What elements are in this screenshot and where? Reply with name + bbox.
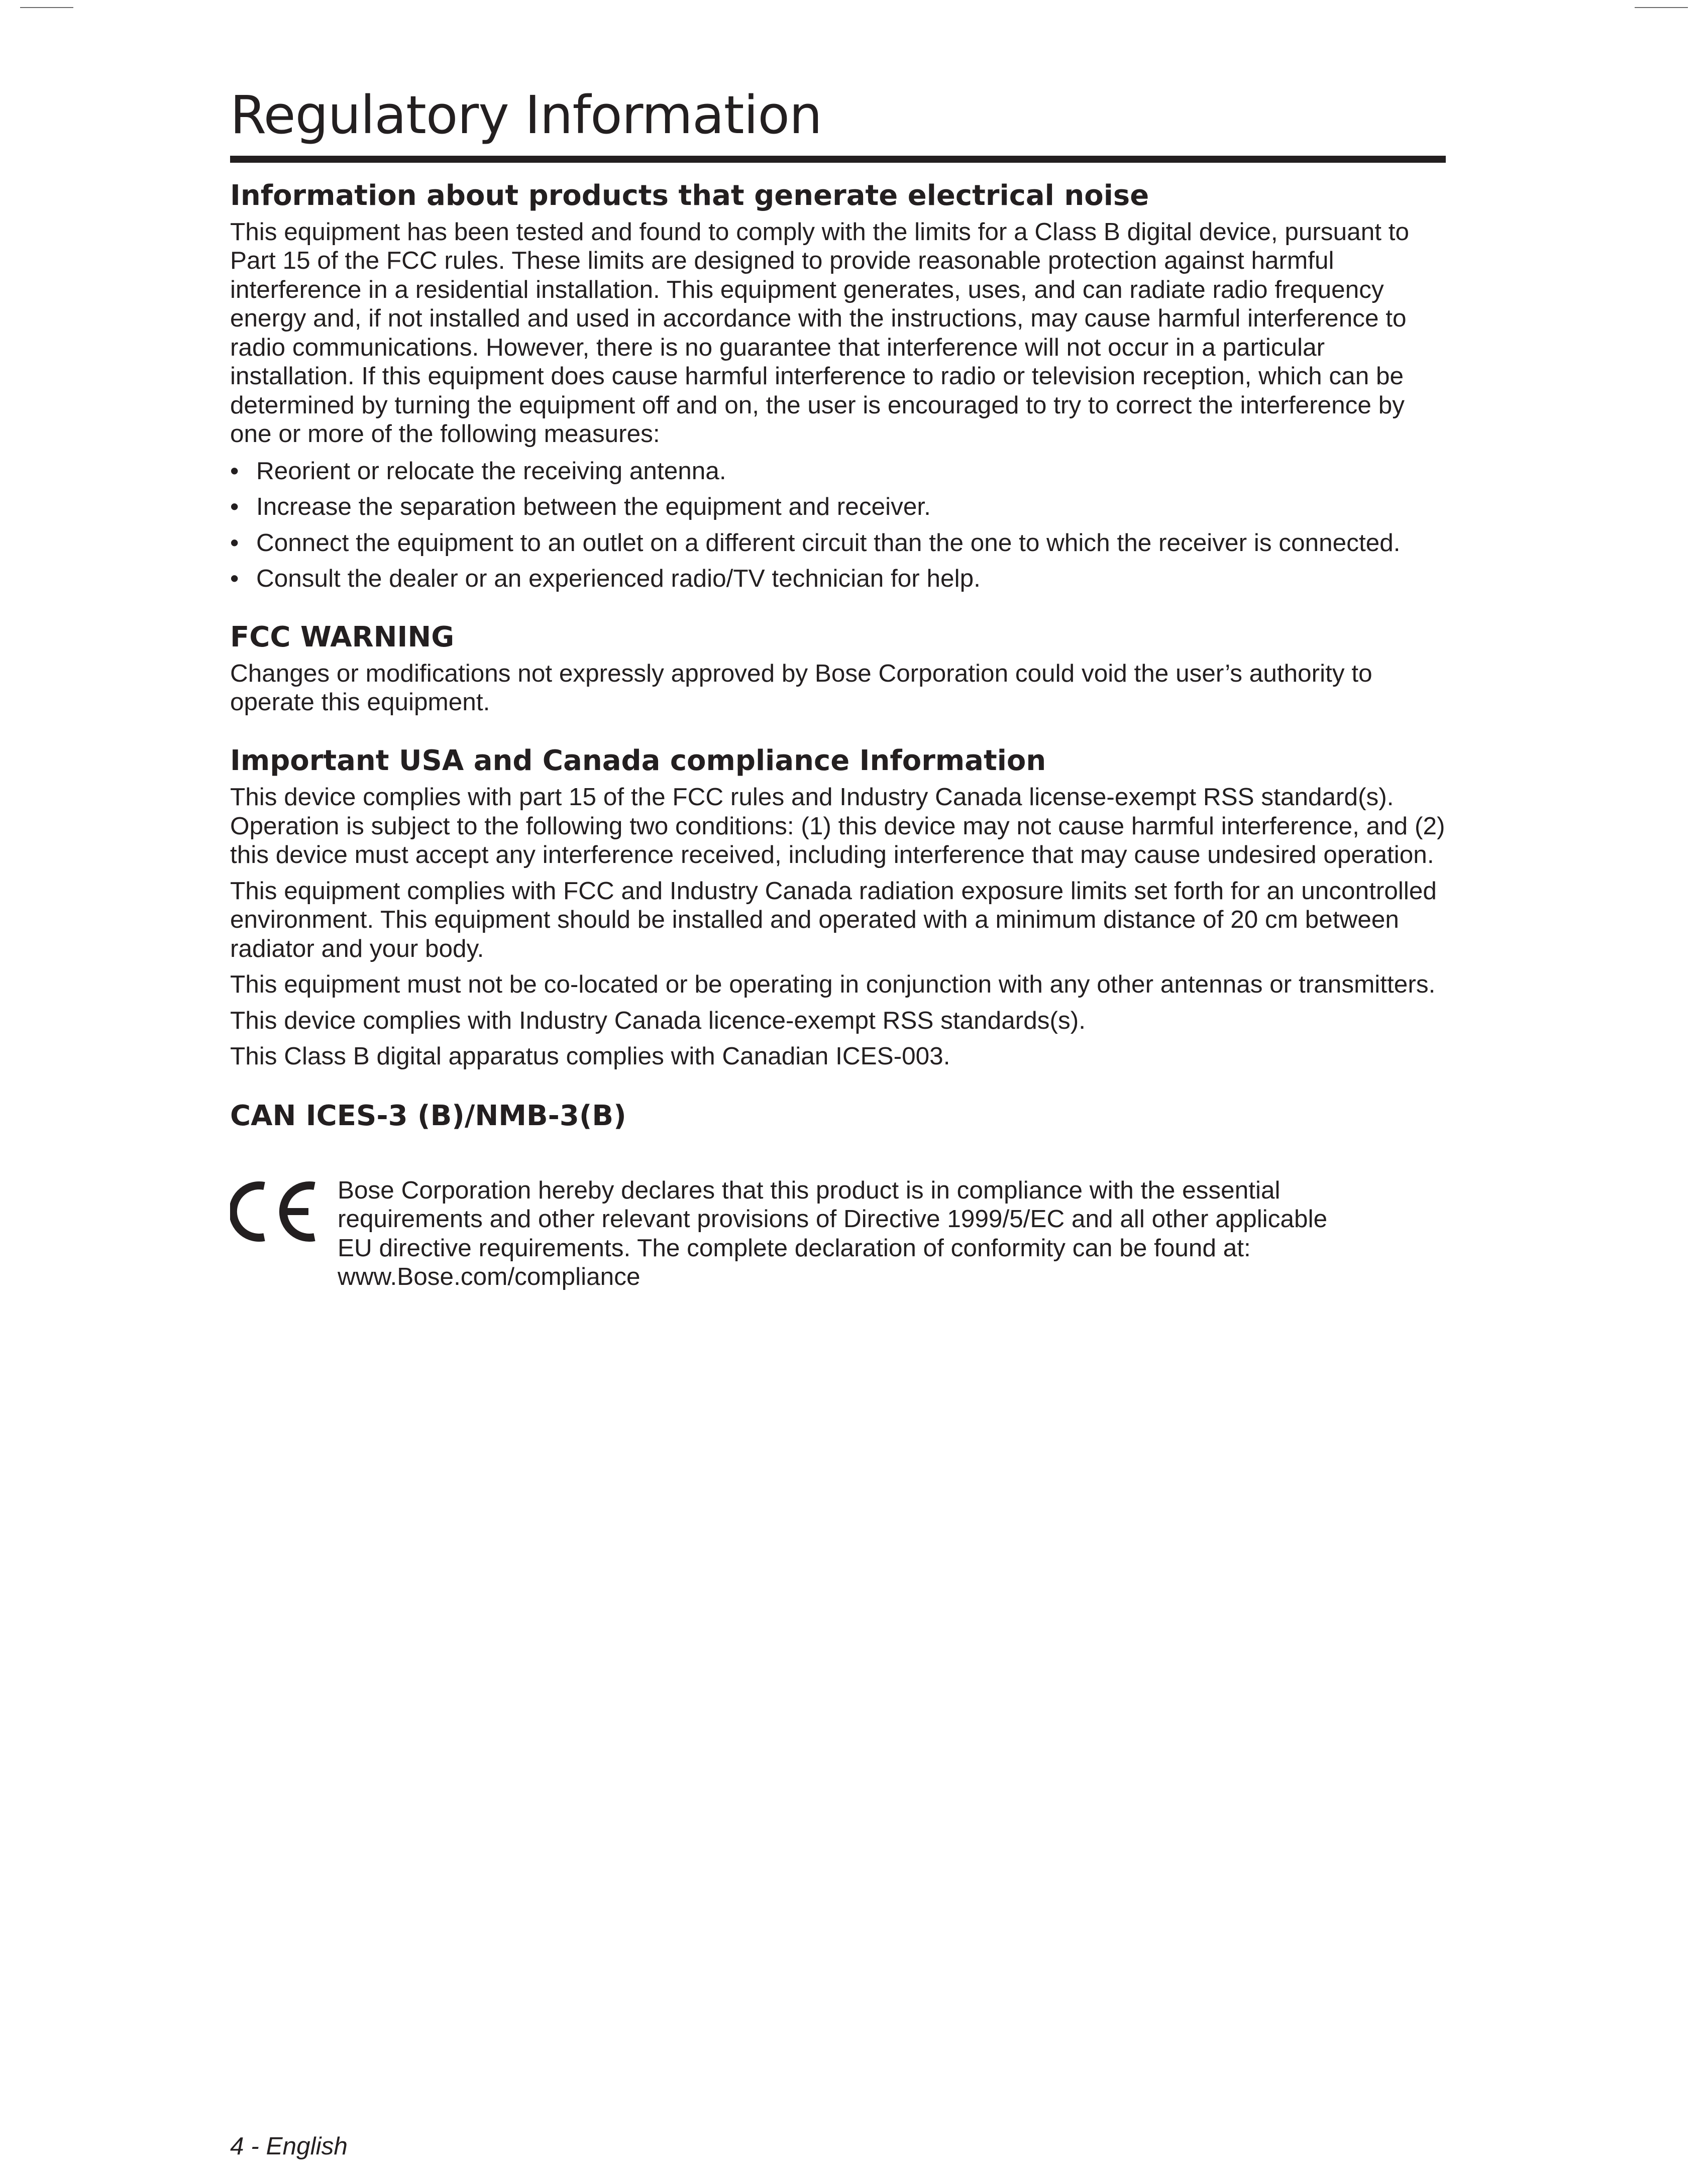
page-title: Regulatory Information: [230, 84, 822, 146]
page-footer: 4 - English: [230, 2132, 348, 2160]
compliance-paragraph: This device complies with part 15 of the FCC rules and Industry Canada license-exempt RSS standard(s). Operation is subject to the following two conditions: (1) this device may not cause harmful interference, and (2) this device must accept any interference received, including interference that may cause undesired operation.: [230, 783, 1445, 869]
compliance-paragraph: This equipment must not be co-located or be operating in conjunction with any other antennas or transmitters.: [230, 970, 1436, 999]
compliance-paragraph: This Class B digital apparatus complies with Canadian ICES-003.: [230, 1042, 950, 1070]
crop-mark-right: [1635, 7, 1688, 8]
compliance-heading: Important USA and Canada compliance Information: [230, 744, 1046, 777]
ce-declaration: [230, 1176, 1446, 1291]
compliance-paragraph: This equipment complies with FCC and Industry Canada radiation exposure limits set forth for an uncontrolled environment. This equipment should be installed and operated with a minimum distance of 20 cm between radiator and your body.: [230, 877, 1437, 962]
noise-section: [230, 179, 1446, 593]
ce-mark-icon: [230, 1179, 338, 1247]
compliance-section: [230, 744, 1446, 1071]
list-item: • Increase the separation between the equipment and receiver.: [230, 492, 1446, 521]
compliance-url: www.Bose.com/compliance: [338, 1263, 640, 1291]
noise-paragraph: This equipment has been tested and found to comply with the limits for a Class B digital device, pursuant to Part 15 of the FCC rules. These limits are designed to provide reasonable protection against harmful interference in a residential installation. This equipment generates, uses, and can radiate radio frequency energy and, if not installed and used in accordance with the instructions, may cause harmful interference to radio communications. However, there is no guarantee that interference will not occur in a particular installation. If this equipment does cause harmful interference to radio or television reception, which can be determined by turning the equipment off and on, the user is encouraged to try to correct the interference by one or more of the following measures:: [230, 217, 1410, 448]
measures-list: [230, 457, 1446, 593]
ce-declaration-text: [338, 1176, 1446, 1291]
ce-line: EU directive requirements. The complete declaration of conformity can be found at:: [338, 1234, 1251, 1262]
fcc-warning-heading: FCC WARNING: [230, 620, 455, 653]
ce-line: requirements and other relevant provisions of Directive 1999/5/EC and all other applicable: [338, 1205, 1328, 1233]
fcc-warning-section: [230, 620, 1446, 717]
list-item: • Connect the equipment to an outlet on a different circuit than the one to which the receiver is connected.: [230, 528, 1446, 558]
page-content: [230, 85, 1446, 1291]
list-item: • Reorient or relocate the receiving antenna.: [230, 457, 1446, 486]
list-item: • Consult the dealer or an experienced radio/TV technician for help.: [230, 564, 1446, 593]
noise-heading: Information about products that generate electrical noise: [230, 179, 1149, 212]
ce-line: Bose Corporation hereby declares that this product is in compliance with the essential: [338, 1176, 1280, 1204]
compliance-paragraph: This device complies with Industry Canada licence-exempt RSS standards(s).: [230, 1006, 1086, 1034]
crop-mark-left: [20, 7, 73, 8]
title-divider: [230, 156, 1446, 163]
ices-heading: CAN ICES-3 (B)/NMB-3(B): [230, 1099, 626, 1132]
fcc-warning-paragraph: Changes or modifications not expressly approved by Bose Corporation could void the user’s authority to operate this equipment.: [230, 659, 1372, 716]
